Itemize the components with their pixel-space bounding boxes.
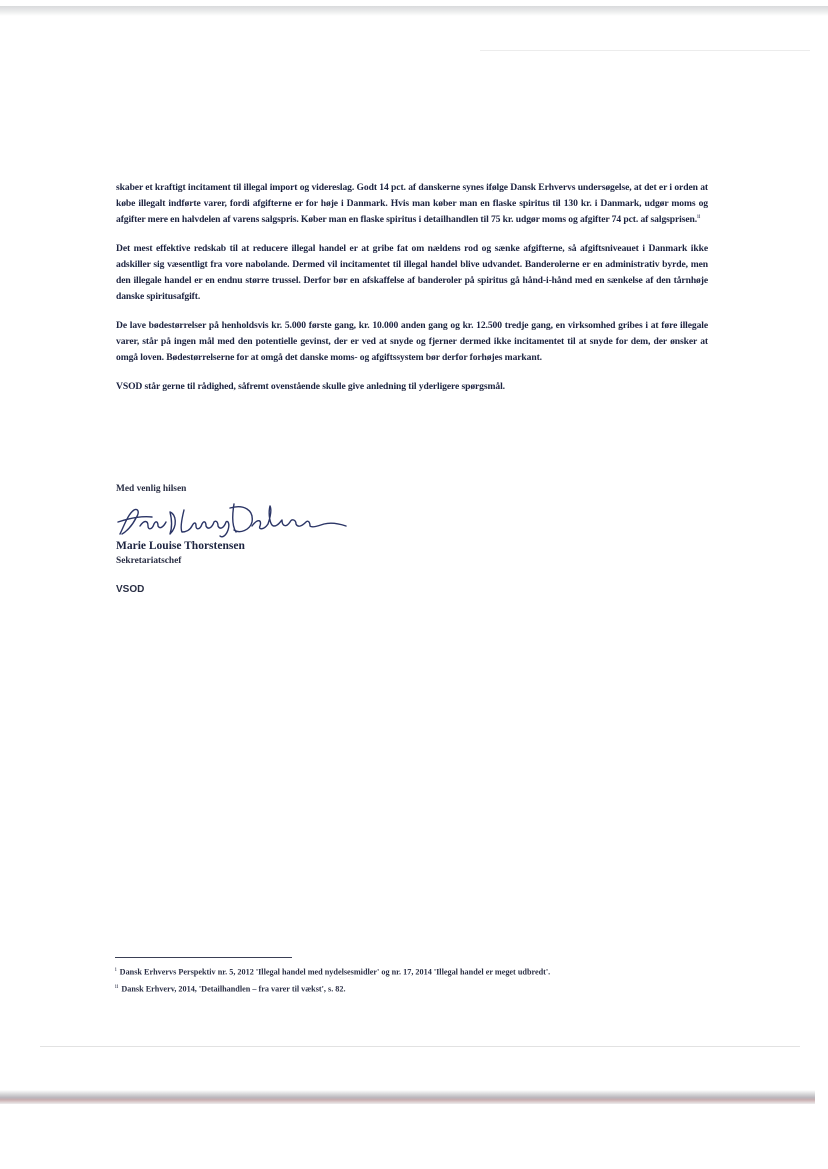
paragraph-availability — [116, 379, 708, 395]
footnotes — [115, 963, 755, 996]
paragraph-text: Det mest effektive redskab til at reducere illegal handel er at gribe fat om nældens rod og sænke afgifterne, så afgiftsniveauet i Danmark ikke adskiller sig væsentligt fra vore nabolande. Dermed vil incitamentet til illegal handel blive udvandet. Banderolerne er en administrativ byrde, men den illegale handel er en endnu større trussel. Derfor bør en afskaffelse af banderoler på spiritus gå hånd-i-hånd med en sænkelse af den tårnhøje danske spiritusafgift. — [116, 243, 708, 302]
scan-artifact-line — [40, 1046, 800, 1047]
paragraph-lower-taxes — [116, 241, 708, 305]
scan-edge-top — [0, 6, 828, 16]
footnote-reference: ii — [697, 213, 701, 220]
footnote-item — [115, 963, 755, 980]
scan-artifact-line — [480, 50, 810, 51]
footnote-text: Dansk Erhvervs Perspektiv nr. 5, 2012 'Illegal handel med nydelsesmidler' og nr. 17, 2014 'Illegal handel er meget udbredt'. — [119, 967, 551, 977]
closing-greeting: Med venlig hilsen — [116, 484, 187, 494]
paragraph-text: VSOD står gerne til rådighed, såfremt ovenstående skulle give anledning til yderligere spørgsmål. — [116, 381, 505, 392]
scan-edge-bottom — [0, 1090, 815, 1104]
footnote-separator — [115, 957, 292, 958]
footnote-mark: ii — [115, 983, 119, 990]
handwritten-signature — [112, 496, 352, 542]
signer-name: Marie Louise Thorstensen — [116, 540, 245, 552]
paragraph-text: De lave bødestørrelser på henholdsvis kr. 5.000 første gang, kr. 10.000 anden gang og kr. 12.500 tredje gang, en virksomhed gribes i at føre illegale varer, står på ingen mål med den potentielle gevinst, der er ved at snyde og fjerner dermed ikke incitamentet til at snyde for dem, der ønsker at omgå loven. Bødestørrelserne for at omgå det danske moms- og afgiftssystem bør derfor forhøjes markant. — [116, 320, 708, 363]
footnote-item — [115, 980, 755, 997]
footnote-text: Dansk Erhverv, 2014, 'Detailhandlen – fra varer til vækst', s. 82. — [121, 984, 346, 994]
letter-body — [116, 180, 708, 408]
footnote-mark: i — [115, 967, 117, 973]
organization-name: VSOD — [116, 584, 145, 595]
paragraph-text: skaber et kraftigt incitament til illegal import og videreslag. Godt 14 pct. af danskerne synes ifølge Dansk Erhvervs undersøgelse, at det er i orden at købe illegalt indførte varer, fordi afgifterne er for høje i Danmark. Hvis man køber man en flaske spiritus til 130 kr. i Danmark, udgør moms og afgifter mere en halvdelen af varens salgspris. Køber man en flaske spiritus i detailhandlen til 75 kr. udgør moms og afgifter 74 pct. af salgsprisen. — [116, 182, 708, 225]
signer-title: Sekretariatschef — [116, 556, 182, 566]
paragraph-tax-incentive — [116, 180, 708, 228]
paragraph-fines — [116, 318, 708, 366]
